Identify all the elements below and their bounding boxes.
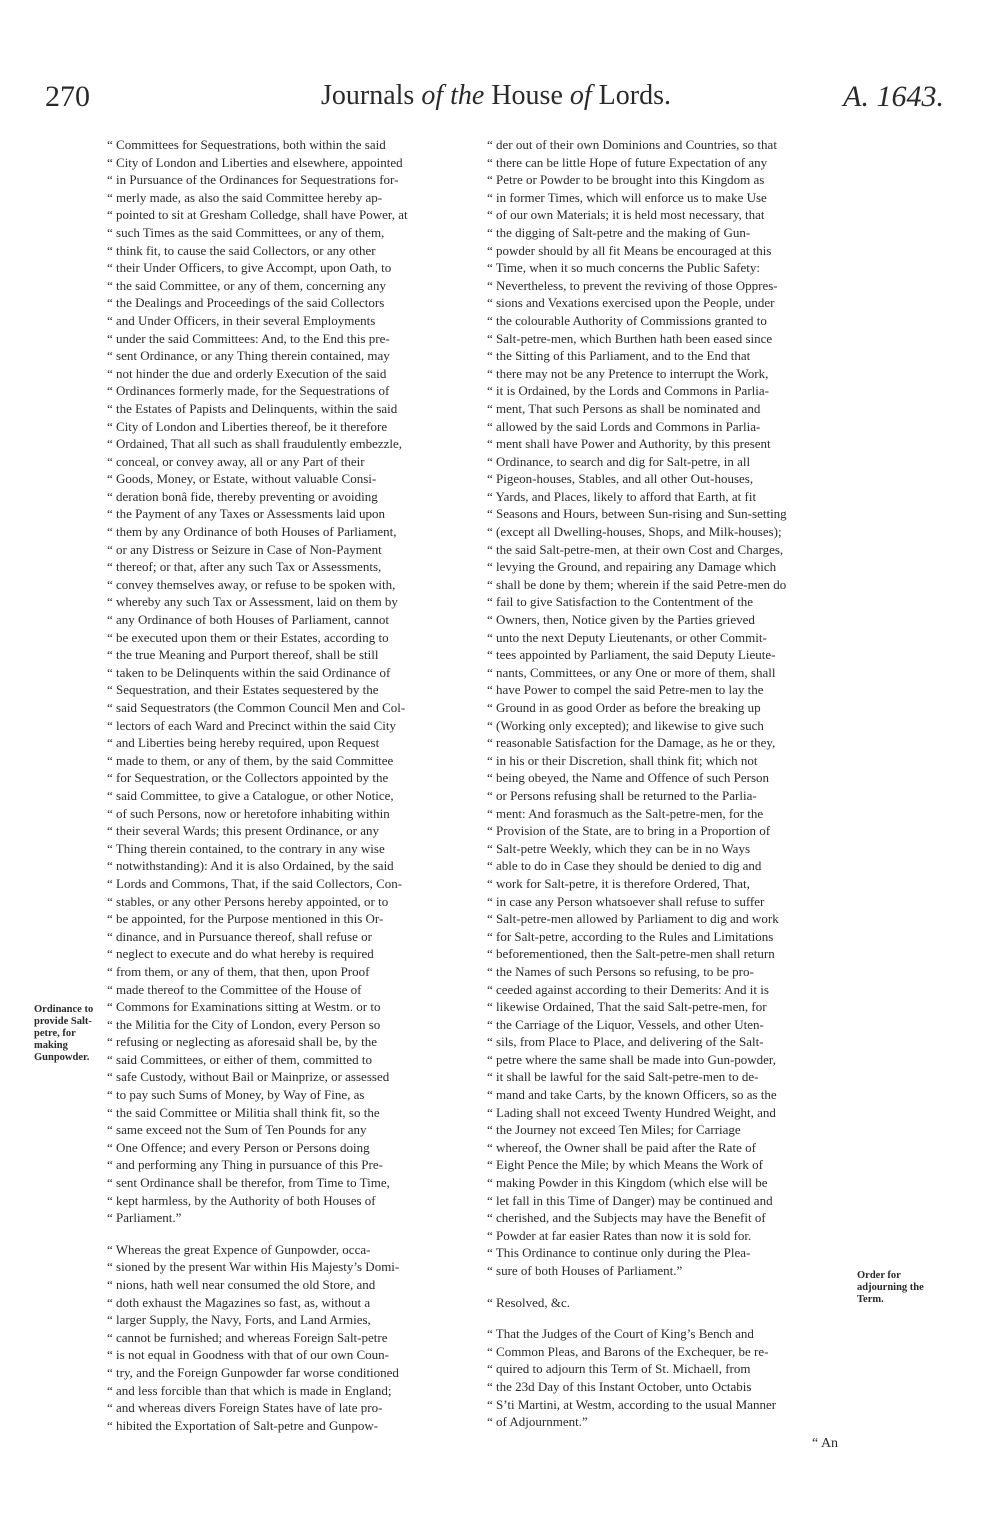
- page-number: 270: [45, 80, 90, 113]
- paragraph: “ Whereas the great Expence of Gunpowder, occa- “ sioned by the present War within His Majesty’s Domi- “ nions, hath well near consumed the old Store, and “ doth exhaust the Magazines so fast, as, without a “ larger Supply, the Navy, Forts, and Land Armies, “ cannot be furnished; and whereas Foreign Salt-petre “ is not equal in Goodness with that of our own Coun- “ try, and the Foreign Gunpowder far worse conditioned “ and less forcible than that which is made in England; “ and whereas divers Foreign States have of late pro- “ hibited the Exportation of Salt-petre and Gunpow-: [107, 1241, 400, 1433]
- title-of-the: of the: [421, 80, 485, 111]
- title-journals: Journals: [321, 80, 415, 111]
- title-of: of: [569, 80, 592, 111]
- page-header: [0, 80, 992, 130]
- paragraph: “ That the Judges of the Court of King’s Bench and “ Common Pleas, and Barons of the Exchequer, be re- “ quired to adjourn this Term of St. Michaell, from “ the 23d Day of this Instant October, unto Octabis “ S’ti Martini, at Westm, according to the usual Manner “ of Adjournment.”: [487, 1326, 777, 1430]
- title-lords: Lords.: [598, 80, 671, 111]
- margin-note-adjourning-term: Order for adjourning the Term.: [857, 1270, 924, 1305]
- left-column: [107, 136, 477, 1434]
- year-label: A. 1643.: [843, 80, 944, 113]
- paragraph: “ This Ordinance to continue only during the Plea- “ sure of both Houses of Parliament.”: [487, 1245, 751, 1278]
- resolved-line: “ Resolved, &c.: [487, 1294, 571, 1310]
- catchword: “ An: [812, 1436, 839, 1451]
- paragraph: “ der out of their own Dominions and Countries, so that “ there can be little Hope of future Expectation of any “ Petre or Powder to be brought into this Kingdom as “ in former Times, which will enforce us to make Use “ of our own Materials; it is held most necessary, that “ the digging of Salt-petre and the making of Gun- “ powder should by all fit Means be encouraged at this “ Time, when it so much concerns the Public Safety: “ Nevertheless, to prevent the reviving of those Oppres- “ sions and Vexations exercised upon the People, under “ the colourable Authority of Commissions granted to “ Salt-petre-men, which Burthen hath been eased since “ the Sitting of this Parliament, and to the End that “ there may not be any Pretence to interrupt the Work, “ it is Ordained, by the Lords and Commons in Parlia- “ ment, That such Persons as shall be nominated and “ allowed by the said Lords and Commons in Parlia- “ ment shall have Power and Authority, by this present “ Ordinance, to search and dig for Salt-petre, in all “ Pigeon-houses, Stables, and all other Out-houses, “ Yards, and Places, likely to afford that Earth, at fit “ Seasons and Hours, between Sun-rising and Sun-setting “ (except all Dwelling-houses, Shops, and Milk-houses); “ the said Salt-petre-men, at their own Cost and Charges, “ levying the Ground, and repairing any Damage which “ shall be done by them; wherein if the said Petre-men do “ fail to give Satisfaction to the Contentment of the “ Owners, then, Notice given by the Parties grieved “ unto the next Deputy Lieutenants, or other Commit- “ tees appointed by Parliament, the said Deputy Lieute- “ nants, Committees, or any One or more of them, shall “ have Power to compel the said Petre-men to lay the “ Ground in as good Order as before the breaking up “ (Working only excepted); and likewise to give such “ reasonable Satisfaction for the Damage, as he or they, “ in his or their Discretion, shall think fit; which not “ being obeyed, the Name and Offence of such Person “ or Persons refusing shall be returned to the Parlia- “ ment: And forasmuch as the Salt-petre-men, for the “ Provision of the State, are to bring in a Proportion of “ Salt-petre Weekly, which they can be in no Ways “ able to do in Case they should be denied to dig and “ work for Salt-petre, it is therefore Ordered, That, “ in case any Person whatsoever shall refuse to suffer “ Salt-petre-men allowed by Parliament to dig and work “ for Salt-petre, according to the Rules and Limitations “ beforementioned, then the Salt-petre-men shall return “ the Names of such Persons so refusing, to be pro- “ ceeded against according to their Demerits: And it is “ likewise Ordained, That the said Salt-petre-men, for “ the Carriage of the Liquor, Vessels, and other Uten- “ sils, from Place to Place, and delivering of the Salt- “ petre where the same shall be made into Gun-powder, “ it shall be lawful for the said Salt-petre-men to de- “ mand and take Carts, by the known Officers, so as the “ Lading shall not exceed Twenty Hundred Weight, and “ the Journey not exceed Ten Miles; for Carriage “ whereof, the Owner shall be paid after the Rate of “ Eight Pence the Mile; by which Means the Work of “ making Powder in this Kingdom (which else will be “ let fall in this Time of Danger) may be continued and “ cherished, and the Subjects may have the Benefit of “ Powder at far easier Rates than now it is sold for.: [487, 137, 787, 1243]
- paragraph: “ Committees for Sequestrations, both within the said “ City of London and Liberties and elsewhere, appointed “ in Pursuance of the Ordinances for Sequestrations for- “ merly made, as also the said Committee hereby ap- “ pointed to sit at Gresham Colledge, shall have Power, at “ such Times as the said Committees, or any of them, “ think fit, to cause the said Collectors, or any other “ their Under Officers, to give Accompt, upon Oath, to “ the said Committee, or any of them, concerning any “ the Dealings and Proceedings of the said Collectors “ and Under Officers, in their several Employments “ under the said Committees: And, to the End this pre- “ sent Ordinance, or any Thing therein contained, may “ not hinder the due and orderly Execution of the said “ Ordinances formerly made, for the Sequestrations of “ the Estates of Papists and Delinquents, within the said “ City of London and Liberties thereof, be it therefore “ Ordained, That all such as shall fraudulently embezzle, “ conceal, or convey away, all or any Part of their “ Goods, Money, or Estate, without valuable Consi- “ deration bonâ fide, thereby preventing or avoiding “ the Payment of any Taxes or Assessments laid upon “ them by any Ordinance of both Houses of Parliament, “ or any Distress or Seizure in Case of Non-Payment “ thereof; or that, after any such Tax or Assessments, “ convey themselves away, or refuse to be spoken with, “ whereby any such Tax or Assessment, laid on them by “ any Ordinance of both Houses of Parliament, cannot “ be executed upon them or their Estates, according to “ the true Meaning and Purport thereof, shall be still “ taken to be Delinquents within the said Ordinance of “ Sequestration, and their Estates sequestered by the “ said Sequestrators (the Common Council Men and Col- “ lectors of each Ward and Precinct within the said City “ and Liberties being hereby required, upon Request “ made to them, or any of them, by the said Committee “ for Sequestration, or the Collectors appointed by the “ said Committee, to give a Catalogue, or other Notice, “ of such Persons, now or heretofore inhabiting within “ their several Wards; this present Ordinance, or any “ Thing therein contained, to the contrary in any wise “ notwithstanding): And it is also Ordained, by the said “ Lords and Commons, That, if the said Collectors, Con- “ stables, or any other Persons hereby appointed, or to “ be appointed, for the Purpose mentioned in this Or- “ dinance, and in Pursuance thereof, shall refuse or “ neglect to execute and do what hereby is required “ from them, or any of them, that then, upon Proof “ made thereof to the Committee of the House of “ Commons for Examinations sitting at Westm. or to “ the Militia for the City of London, every Person so “ refusing or neglecting as aforesaid shall be, by the “ said Committees, or either of them, committed to “ safe Custody, without Bail or Mainprize, or assessed “ to pay such Sums of Money, by Way of Fine, as “ the said Committee or Militia shall think fit, so the “ same exceed not the Sum of Ten Pounds for any “ One Offence; and every Person or Persons doing “ and performing any Thing in pursuance of this Pre- “ sent Ordinance shall be therefor, from Time to Time, “ kept harmless, by the Authority of both Houses of “ Parliament.”: [107, 137, 408, 1226]
- title-house: House: [491, 80, 563, 111]
- margin-note-ordinance-saltpetre: Ordinance to provide Salt-petre, for making Gunpowder.: [34, 1004, 94, 1063]
- right-column: [487, 136, 857, 1431]
